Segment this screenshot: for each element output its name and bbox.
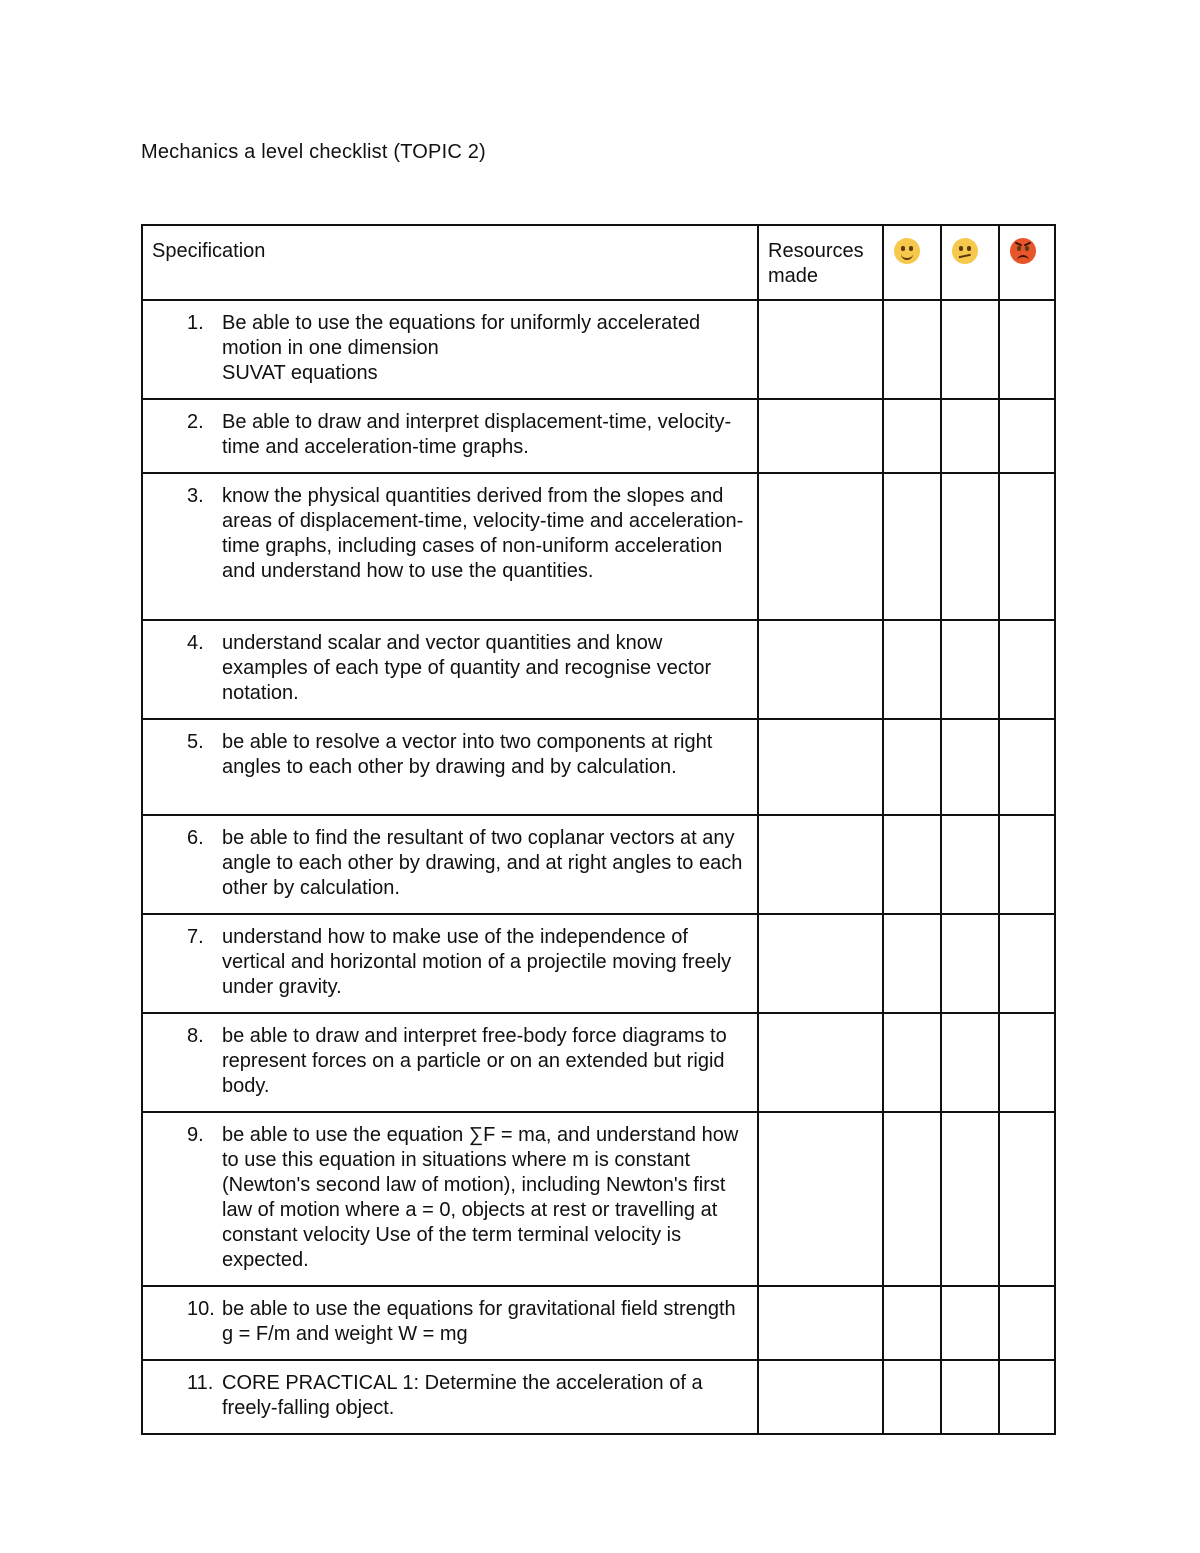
item-number: 2. [187, 411, 204, 433]
item-text: understand scalar and vector quantities and know examples of each type of quantity and recognise vector notation. [222, 632, 712, 704]
item-number: 10. [187, 1298, 215, 1320]
not-confident-checkbox-cell[interactable] [999, 914, 1055, 1013]
unsure-checkbox-cell[interactable] [941, 1360, 999, 1434]
resources-cell[interactable] [758, 1360, 883, 1434]
page-title: Mechanics a level checklist (TOPIC 2) [141, 141, 486, 163]
angry-face-icon [1010, 238, 1036, 264]
unsure-checkbox-cell[interactable] [941, 815, 999, 914]
resources-cell[interactable] [758, 1286, 883, 1360]
specification-cell [142, 914, 758, 1013]
unsure-checkbox-cell[interactable] [941, 914, 999, 1013]
unsure-checkbox-cell[interactable] [941, 1013, 999, 1112]
unsure-checkbox-cell[interactable] [941, 1112, 999, 1286]
item-number: 4. [187, 632, 204, 654]
confident-checkbox-cell[interactable] [883, 473, 941, 620]
unsure-checkbox-cell[interactable] [941, 719, 999, 815]
table-row [142, 1112, 1055, 1286]
confused-face-icon [952, 238, 978, 264]
resources-cell[interactable] [758, 1112, 883, 1286]
item-text: be able to use the equation ∑F = ma, and understand how to use this equation in situations where m is constant (Newton's second law of motion), including Newton's first law of motion where a = 0, objects at rest or travelling at constant velocity Use of the term terminal velocity is expected. [222, 1124, 739, 1271]
checklist-table [141, 224, 1056, 1435]
table-row [142, 1013, 1055, 1112]
specification-cell [142, 1360, 758, 1434]
not-confident-checkbox-cell[interactable] [999, 300, 1055, 399]
item-number: 5. [187, 731, 204, 753]
confident-checkbox-cell[interactable] [883, 1013, 941, 1112]
confident-checkbox-cell[interactable] [883, 300, 941, 399]
specification-cell [142, 1286, 758, 1360]
unsure-checkbox-cell[interactable] [941, 1286, 999, 1360]
item-number: 9. [187, 1124, 204, 1146]
item-text: know the physical quantities derived from the slopes and areas of displacement-time, velocity-time and acceleration-time graphs, including cases of non-uniform acceleration and understand how to use the quantities. [222, 485, 744, 582]
table-row [142, 473, 1055, 620]
item-number: 11. [187, 1372, 214, 1394]
specification-cell [142, 719, 758, 815]
confident-checkbox-cell[interactable] [883, 620, 941, 719]
not-confident-checkbox-cell[interactable] [999, 1013, 1055, 1112]
item-number: 7. [187, 926, 204, 948]
not-confident-checkbox-cell[interactable] [999, 1360, 1055, 1434]
header-specification-label: Specification [152, 240, 266, 262]
item-number: 8. [187, 1025, 204, 1047]
header-unsure [941, 225, 999, 300]
table-row [142, 719, 1055, 815]
table-row [142, 300, 1055, 399]
table-row [142, 914, 1055, 1013]
confident-checkbox-cell[interactable] [883, 914, 941, 1013]
item-number: 3. [187, 485, 204, 507]
table-row [142, 1360, 1055, 1434]
not-confident-checkbox-cell[interactable] [999, 719, 1055, 815]
unsure-checkbox-cell[interactable] [941, 300, 999, 399]
header-resources-label: Resources made [768, 240, 864, 287]
header-confident [883, 225, 941, 300]
resources-cell[interactable] [758, 719, 883, 815]
resources-cell[interactable] [758, 1013, 883, 1112]
unsure-checkbox-cell[interactable] [941, 620, 999, 719]
not-confident-checkbox-cell[interactable] [999, 815, 1055, 914]
specification-cell [142, 1013, 758, 1112]
confident-checkbox-cell[interactable] [883, 399, 941, 473]
item-text: understand how to make use of the independence of vertical and horizontal motion of a projectile moving freely under gravity. [222, 926, 732, 998]
header-specification [142, 225, 758, 300]
header-resources [758, 225, 883, 300]
resources-cell[interactable] [758, 815, 883, 914]
table-row [142, 620, 1055, 719]
resources-cell[interactable] [758, 300, 883, 399]
not-confident-checkbox-cell[interactable] [999, 1286, 1055, 1360]
confident-checkbox-cell[interactable] [883, 815, 941, 914]
smiling-face-icon [894, 238, 920, 264]
item-text: CORE PRACTICAL 1: Determine the acceleration of a freely-falling object. [222, 1372, 703, 1419]
not-confident-checkbox-cell[interactable] [999, 473, 1055, 620]
confident-checkbox-cell[interactable] [883, 1286, 941, 1360]
table-row [142, 815, 1055, 914]
item-text: SUVAT equations [222, 362, 378, 384]
item-number: 1. [187, 312, 204, 334]
header-not-confident [999, 225, 1055, 300]
table-row [142, 399, 1055, 473]
table-header-row [142, 225, 1055, 300]
item-text: Be able to use the equations for uniformly accelerated motion in one dimension [222, 312, 701, 359]
confident-checkbox-cell[interactable] [883, 1112, 941, 1286]
resources-cell[interactable] [758, 399, 883, 473]
specification-cell [142, 815, 758, 914]
specification-cell [142, 473, 758, 620]
item-text: be able to find the resultant of two coplanar vectors at any angle to each other by drawing, and at right angles to each other by calculation. [222, 827, 743, 899]
confident-checkbox-cell[interactable] [883, 719, 941, 815]
unsure-checkbox-cell[interactable] [941, 399, 999, 473]
specification-cell [142, 620, 758, 719]
resources-cell[interactable] [758, 620, 883, 719]
item-text: be able to resolve a vector into two components at right angles to each other by drawing and by calculation. [222, 731, 713, 778]
confident-checkbox-cell[interactable] [883, 1360, 941, 1434]
table-row [142, 1286, 1055, 1360]
not-confident-checkbox-cell[interactable] [999, 399, 1055, 473]
resources-cell[interactable] [758, 914, 883, 1013]
item-text: be able to draw and interpret free-body force diagrams to represent forces on a particle or on an extended but rigid body. [222, 1025, 727, 1097]
not-confident-checkbox-cell[interactable] [999, 1112, 1055, 1286]
resources-cell[interactable] [758, 473, 883, 620]
specification-cell [142, 300, 758, 399]
unsure-checkbox-cell[interactable] [941, 473, 999, 620]
not-confident-checkbox-cell[interactable] [999, 620, 1055, 719]
item-number: 6. [187, 827, 204, 849]
item-text: be able to use the equations for gravitational field strength g = F/m and weight W = mg [222, 1298, 736, 1345]
specification-cell [142, 399, 758, 473]
specification-cell [142, 1112, 758, 1286]
item-text: Be able to draw and interpret displacement-time, velocity-time and acceleration-time graphs. [222, 411, 732, 458]
